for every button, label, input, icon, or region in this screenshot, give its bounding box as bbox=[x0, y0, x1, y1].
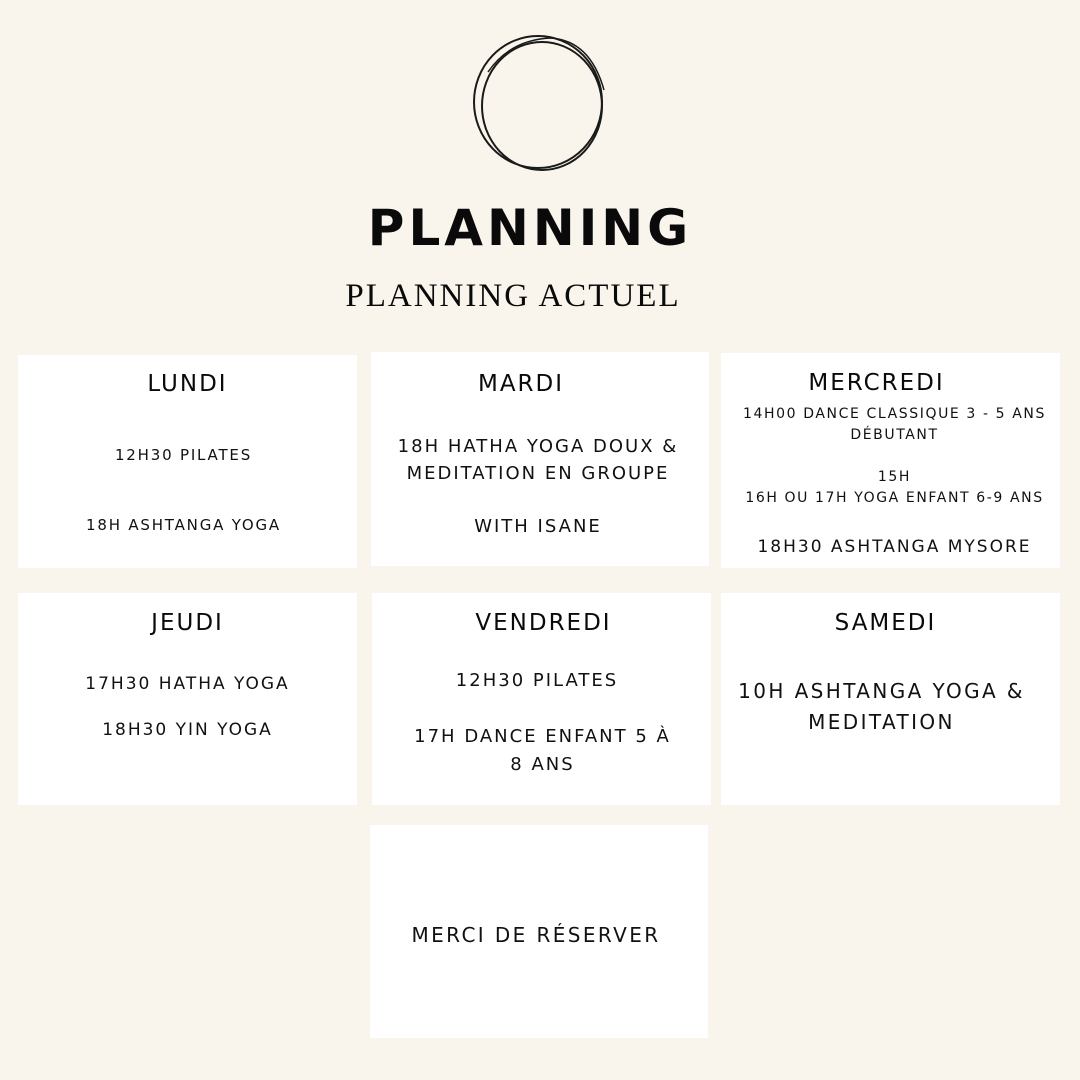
day-card-lundi bbox=[18, 355, 357, 568]
day-card-mardi bbox=[371, 352, 709, 566]
session-item: DÉBUTANT bbox=[850, 427, 939, 443]
reservation-message: MERCI DE RÉSERVER bbox=[411, 923, 661, 947]
session-item: 10H ASHTANGA YOGA & bbox=[738, 679, 1025, 703]
page-title: PLANNING bbox=[367, 199, 693, 257]
day-card-samedi bbox=[721, 593, 1060, 805]
day-card-jeudi bbox=[18, 593, 357, 805]
day-name: MERCREDI bbox=[808, 370, 945, 396]
session-item: MEDITATION EN GROUPE bbox=[406, 463, 670, 484]
session-item: 12H30 PILATES bbox=[455, 670, 619, 691]
session-item: 15H bbox=[877, 469, 912, 485]
session-item: 14H00 DANCE CLASSIQUE 3 - 5 ANS bbox=[743, 406, 1046, 422]
day-name: MARDI bbox=[477, 371, 565, 397]
session-item: 18H ASHTANGA YOGA bbox=[86, 516, 281, 534]
session-item: WITH ISANE bbox=[474, 516, 602, 537]
session-item: 8 ANS bbox=[510, 754, 575, 775]
session-item: 18H30 YIN YOGA bbox=[102, 720, 273, 740]
session-item: MEDITATION bbox=[808, 710, 955, 734]
session-item: 17H30 HATHA YOGA bbox=[85, 674, 290, 694]
day-name: SAMEDI bbox=[834, 610, 937, 636]
session-item: 16H OU 17H YOGA ENFANT 6-9 ANS bbox=[745, 490, 1044, 506]
session-item: 12H30 PILATES bbox=[114, 446, 253, 464]
session-item: 18H30 ASHTANGA MYSORE bbox=[757, 537, 1032, 557]
double-circle-logo-icon bbox=[470, 32, 610, 177]
session-item: 18H HATHA YOGA DOUX & bbox=[397, 436, 679, 457]
day-card-vendredi bbox=[372, 593, 711, 805]
session-item: 17H DANCE ENFANT 5 À bbox=[414, 726, 671, 747]
reservation-card bbox=[370, 825, 708, 1038]
day-name: LUNDI bbox=[147, 371, 228, 397]
day-card-mercredi bbox=[721, 353, 1060, 568]
day-name: JEUDI bbox=[151, 610, 224, 636]
day-name: VENDREDI bbox=[475, 610, 612, 636]
page-subtitle: PLANNING ACTUEL bbox=[345, 278, 681, 314]
